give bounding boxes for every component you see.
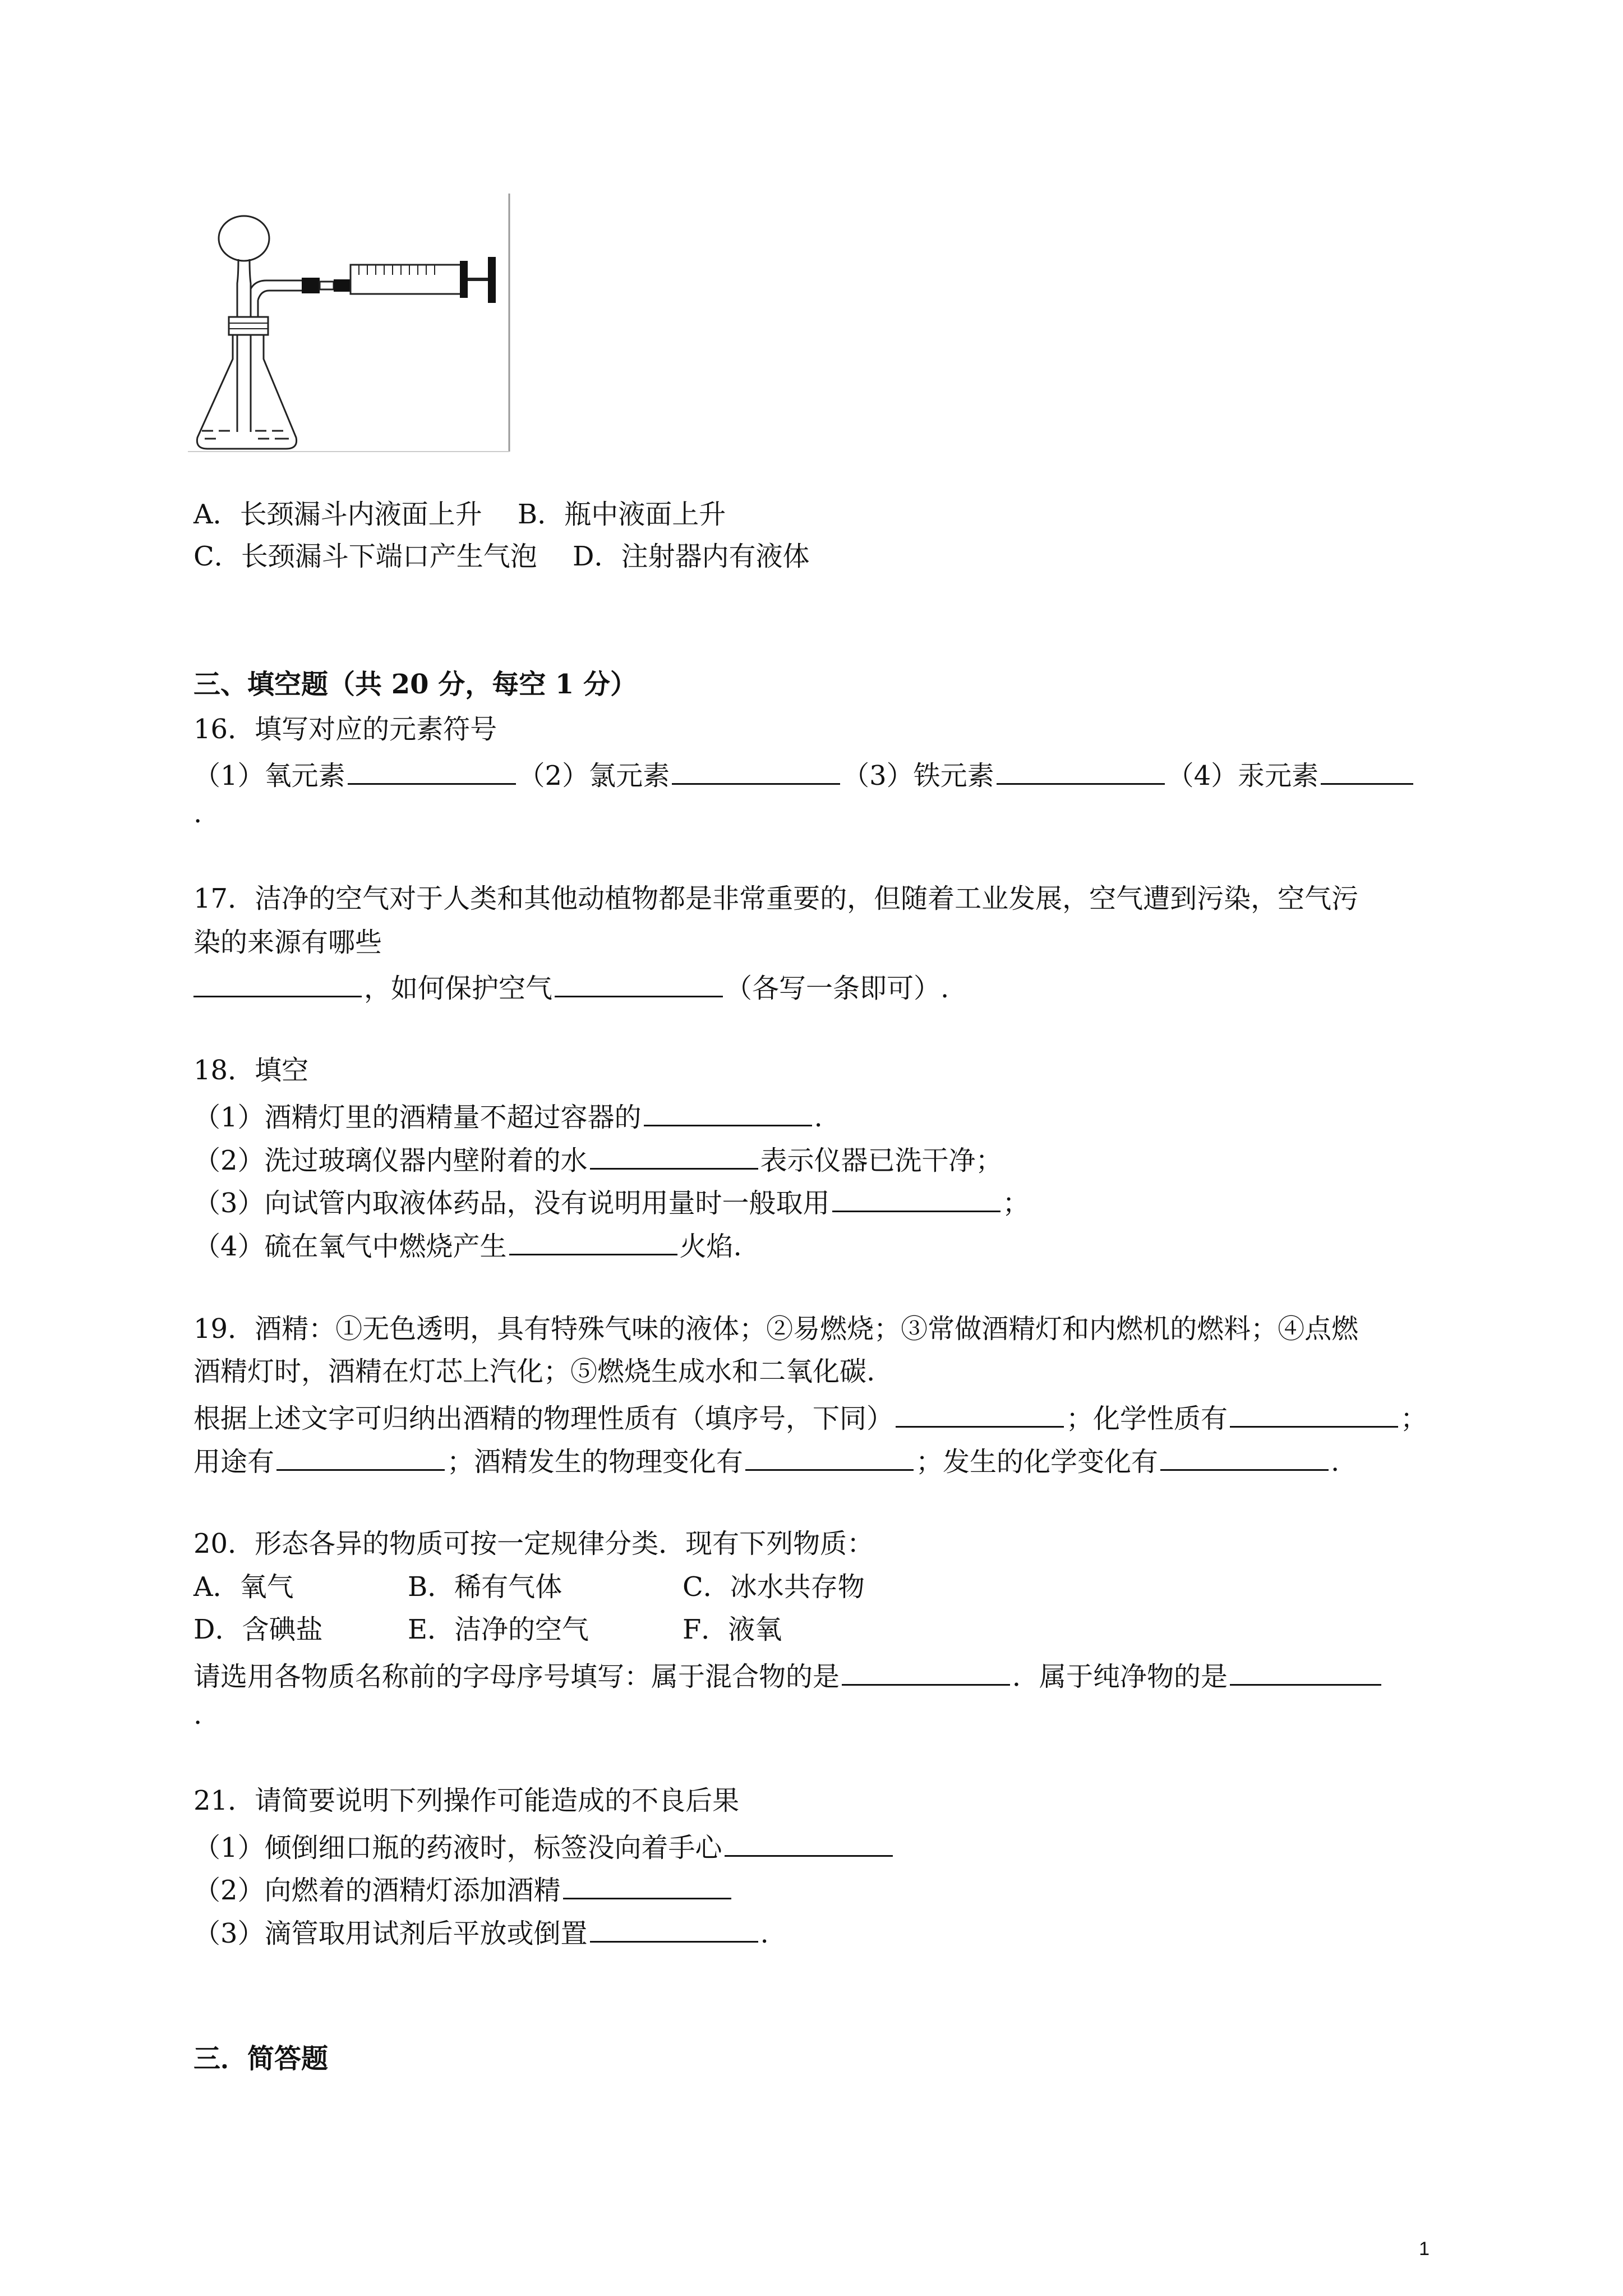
q21-p1-line bbox=[193, 1826, 895, 1866]
q19-blank1[interactable] bbox=[896, 1397, 1064, 1428]
q17-end: （各写一条即可）. bbox=[725, 973, 949, 1004]
q20-option-c: C．冰水共存物 bbox=[683, 1571, 865, 1603]
q18-p3-end: ； bbox=[1002, 1188, 1030, 1219]
q18-blank1[interactable] bbox=[644, 1096, 812, 1126]
page-number: 1 bbox=[1419, 2238, 1430, 2260]
q18-p1: （1）酒精灯里的酒精量不超过容器的 bbox=[193, 1102, 642, 1133]
q21-p2: （2）向燃着的酒精灯添加酒精 bbox=[193, 1875, 561, 1906]
q20-ask bbox=[193, 1655, 1384, 1695]
q21-p3-end: . bbox=[760, 1918, 769, 1949]
q18-stem: 18．填空 bbox=[193, 1055, 309, 1086]
q17-blank2[interactable] bbox=[555, 967, 723, 997]
q18-p3: （3）向试管内取液体药品，没有说明用量时一般取用 bbox=[193, 1188, 830, 1219]
q19-line3b: ；化学性质有 bbox=[1066, 1403, 1228, 1434]
q20-end: . bbox=[193, 1699, 202, 1731]
q21-blank3[interactable] bbox=[590, 1912, 758, 1943]
q21-p3: （3）滴管取用试剂后平放或倒置 bbox=[193, 1918, 588, 1949]
q19-line4b: ；酒精发生的物理变化有 bbox=[447, 1446, 744, 1478]
q21-p1: （1）倾倒细口瓶的药液时，标签没向着手心 bbox=[193, 1832, 722, 1864]
q18-p1-end: . bbox=[814, 1102, 823, 1133]
q20-option-f: F．液氧 bbox=[683, 1614, 782, 1645]
q19-line3a: 根据上述文字可归纳出酒精的物理性质有（填序号，下同） bbox=[193, 1403, 894, 1434]
q21-p2-line bbox=[193, 1869, 734, 1908]
q20-option-b: B．稀有气体 bbox=[408, 1571, 562, 1603]
q19-line4a: 用途有 bbox=[193, 1446, 275, 1478]
q18-p2: （2）洗过玻璃仪器内壁附着的水 bbox=[193, 1145, 588, 1176]
q18-blank3[interactable] bbox=[832, 1181, 1000, 1212]
q17-line3 bbox=[193, 967, 949, 1006]
q20-ask-a: 请选用各物质名称前的字母序号填写：属于混合物的是 bbox=[193, 1661, 840, 1692]
q16-parts bbox=[193, 754, 1415, 794]
q18-p1-line bbox=[193, 1096, 823, 1135]
q16-part1: （1）氧元素 bbox=[193, 760, 345, 792]
q18-p3-line bbox=[193, 1181, 1030, 1221]
q19-line3 bbox=[193, 1397, 1427, 1437]
q15-options-line1: A．长颈漏斗内液面上升 B．瓶中液面上升 bbox=[193, 499, 726, 530]
q19-line4 bbox=[193, 1440, 1339, 1480]
q16-part2: （2）氯元素 bbox=[518, 760, 670, 792]
q16-blank2[interactable] bbox=[672, 754, 840, 785]
q19-line3c: ； bbox=[1400, 1403, 1428, 1434]
q16-blank3[interactable] bbox=[997, 754, 1165, 785]
q20-blank2[interactable] bbox=[1230, 1655, 1381, 1686]
q16-blank1[interactable] bbox=[348, 754, 516, 785]
q19-blank5[interactable] bbox=[1160, 1440, 1329, 1471]
q16-part4: （4）汞元素 bbox=[1166, 760, 1319, 792]
section-4-title: 三．简答题 bbox=[193, 2043, 329, 2074]
q17-mid: ，如何保护空气 bbox=[364, 973, 553, 1004]
q20-options-row2 bbox=[193, 1612, 782, 1648]
q18-p2-end: 表示仪器已洗干净； bbox=[760, 1145, 1003, 1176]
q19-line1: 19．酒精：①无色透明，具有特殊气味的液体；②易燃烧；③常做酒精灯和内燃机的燃料；④点燃 bbox=[193, 1313, 1359, 1345]
q21-blank1[interactable] bbox=[725, 1826, 893, 1857]
q21-stem: 21．请简要说明下列操作可能造成的不良后果 bbox=[193, 1785, 740, 1816]
q20-options-row1 bbox=[193, 1569, 865, 1605]
q20-ask-b: ．属于纯净物的是 bbox=[1012, 1661, 1228, 1692]
q19-line2: 酒精灯时，酒精在灯芯上汽化；⑤燃烧生成水和二氧化碳. bbox=[193, 1356, 875, 1387]
q19-blank4[interactable] bbox=[745, 1440, 914, 1471]
q18-blank2[interactable] bbox=[590, 1139, 758, 1170]
q18-blank4[interactable] bbox=[509, 1225, 677, 1255]
q20-blank1[interactable] bbox=[842, 1655, 1010, 1686]
q17-blank1[interactable] bbox=[193, 967, 362, 997]
q16-part3: （3）铁元素 bbox=[842, 760, 994, 792]
q20-option-d: D．含碘盐 bbox=[193, 1614, 323, 1645]
q19-line4d: . bbox=[1331, 1446, 1340, 1478]
q18-p4-line bbox=[193, 1225, 742, 1264]
q16-stem: 16．填写对应的元素符号 bbox=[193, 714, 497, 745]
q18-p4: （4）硫在氧气中燃烧产生 bbox=[193, 1231, 507, 1262]
q21-p3-line bbox=[193, 1912, 769, 1952]
q17-line1: 17．洁净的空气对于人类和其他动植物都是非常重要的，但随着工业发展，空气遭到污染，空气污 bbox=[193, 883, 1359, 914]
flask-funnel-syringe-apparatus-icon bbox=[185, 191, 516, 460]
q20-option-e: E．洁净的空气 bbox=[408, 1614, 589, 1645]
q20-option-a: A．氧气 bbox=[193, 1571, 294, 1603]
section-3-title: 三、填空题（共 20 分，每空 1 分） bbox=[193, 669, 638, 700]
q20-stem: 20．形态各异的物质可按一定规律分类．现有下列物质： bbox=[193, 1528, 874, 1559]
q19-blank2[interactable] bbox=[1230, 1397, 1398, 1428]
q18-p2-line bbox=[193, 1139, 1003, 1179]
q16-blank4[interactable] bbox=[1321, 754, 1413, 785]
q21-blank2[interactable] bbox=[563, 1869, 731, 1899]
q18-p4-end: 火焰. bbox=[679, 1231, 742, 1262]
q19-blank3[interactable] bbox=[276, 1440, 445, 1471]
q19-line4c: ；发生的化学变化有 bbox=[916, 1446, 1159, 1478]
q17-line2: 染的来源有哪些 bbox=[193, 927, 382, 958]
q16-end: . bbox=[193, 798, 202, 829]
q15-options-line2: C．长颈漏斗下端口产生气泡 D．注射器内有液体 bbox=[193, 541, 810, 572]
